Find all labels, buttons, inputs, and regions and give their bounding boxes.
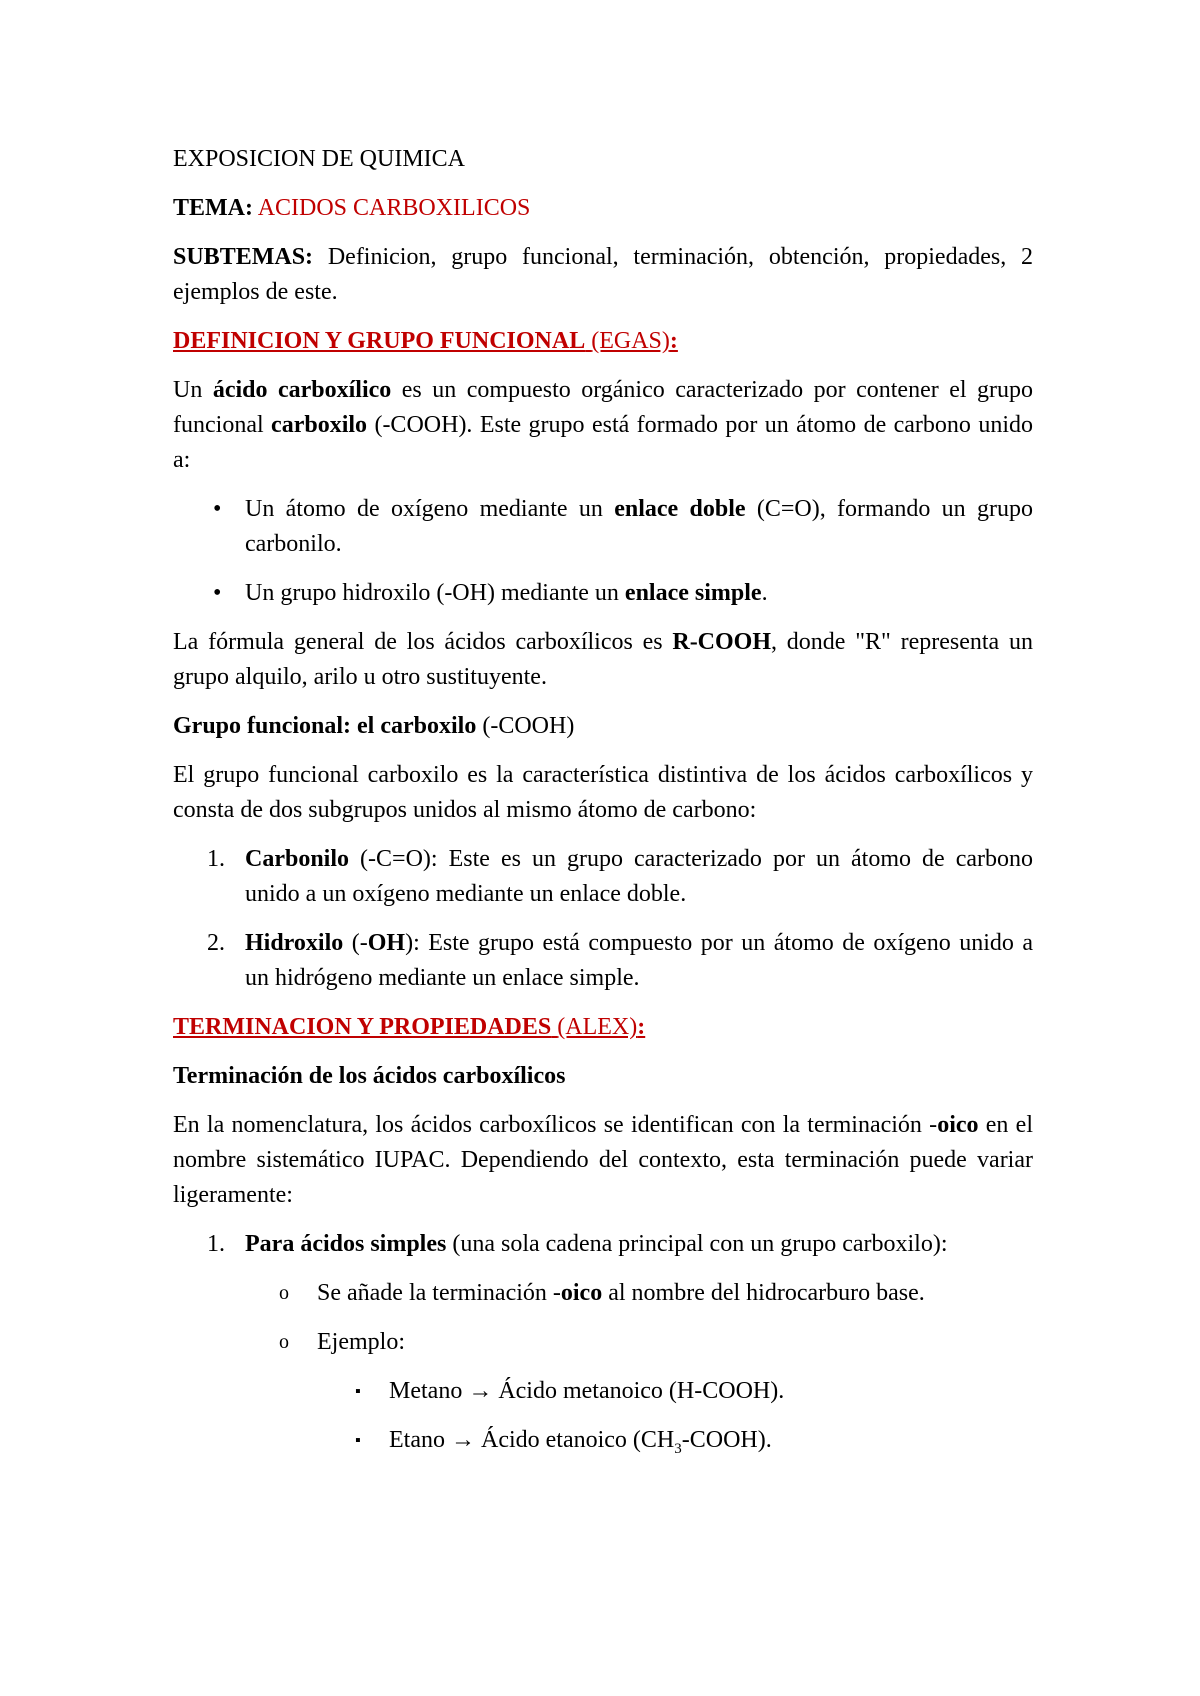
section1-heading bbox=[173, 324, 1033, 359]
numbered-item bbox=[173, 1227, 1033, 1262]
tema-value: ACIDOS CARBOXILICOS bbox=[257, 195, 531, 221]
text-run: En la nomenclatura, los ácidos carboxílicos se identifican con la terminación - bbox=[173, 1112, 938, 1138]
list-item bbox=[173, 492, 1033, 562]
text-run: (-COOH). Este grupo está formado por un átomo de carbono unido a: bbox=[173, 412, 1033, 473]
section2-colon: : bbox=[637, 1014, 646, 1040]
bold-term: enlace simple bbox=[624, 580, 762, 606]
sub-list-item bbox=[173, 1276, 1033, 1311]
bold-term: Hidroxilo bbox=[245, 930, 344, 956]
text-run: Ejemplo: bbox=[317, 1329, 405, 1355]
carboxilo-paragraph: El grupo funcional carboxilo es la característica distintiva de los ácidos carboxílicos y consta de dos subgrupos unidos al mismo átomo de carbono: bbox=[173, 762, 1033, 823]
definition-paragraph bbox=[173, 373, 1033, 478]
bullet-marker: • bbox=[213, 580, 222, 606]
bold-term: carboxilo bbox=[271, 412, 368, 438]
document-page bbox=[173, 142, 1033, 1467]
subtemas-label: SUBTEMAS: bbox=[173, 244, 314, 270]
bold-term: oico bbox=[560, 1280, 603, 1306]
text-run: Un grupo hidroxilo (-OH) mediante un bbox=[245, 580, 625, 606]
text-run: (una sola cadena principal con un grupo carboxilo): bbox=[446, 1231, 948, 1257]
subscript: 3 bbox=[674, 1440, 682, 1457]
numbered-item bbox=[173, 926, 1033, 996]
subheading-grupo-funcional bbox=[173, 709, 1033, 744]
section1-author: (EGAS) bbox=[591, 328, 670, 354]
text-run: (-C=O): Este es un grupo caracterizado por un átomo de carbono unido a un oxígeno mediante un enlace doble. bbox=[245, 846, 1033, 907]
bold-term: enlace doble bbox=[614, 496, 746, 522]
text-run: en el nombre sistemático IUPAC. Dependiendo del contexto, esta terminación puede variar ligeramente: bbox=[173, 1112, 1033, 1208]
section2-heading bbox=[173, 1010, 1033, 1045]
number-marker: 1. bbox=[207, 846, 225, 872]
tema-label: TEMA: bbox=[173, 195, 253, 221]
square-marker: ▪ bbox=[355, 1432, 361, 1449]
tema-line bbox=[173, 191, 1033, 226]
text-run: Un átomo de oxígeno mediante un bbox=[245, 496, 615, 522]
bullet-marker: • bbox=[213, 496, 222, 522]
text-run: ): Este grupo está compuesto por un átomo de oxígeno unido a un hidrógeno mediante un enlace simple. bbox=[245, 930, 1034, 991]
sub-list-item bbox=[173, 1325, 1033, 1360]
example-item bbox=[173, 1374, 1033, 1409]
bold-term: oico bbox=[937, 1112, 979, 1138]
list-item bbox=[173, 576, 1033, 611]
section1-colon: : bbox=[669, 328, 678, 354]
subheading-tail: (-COOH) bbox=[476, 713, 575, 739]
nomenclatura-paragraph bbox=[173, 1108, 1033, 1213]
section2-heading-text: TERMINACION Y PROPIEDADES bbox=[173, 1014, 552, 1040]
square-marker: ▪ bbox=[355, 1383, 361, 1400]
text-run: (C=O), formando un grupo carbonilo. bbox=[245, 496, 1034, 557]
formula-paragraph bbox=[173, 625, 1033, 695]
text-run: Un bbox=[173, 377, 213, 403]
subheading-terminacion: Terminación de los ácidos carboxílicos bbox=[173, 1063, 566, 1089]
circle-marker: o bbox=[279, 1282, 289, 1304]
text-run: es un compuesto orgánico caracterizado por contener el grupo funcional bbox=[173, 377, 1033, 438]
text-run: (- bbox=[343, 930, 368, 956]
text-run: Se añade la terminación - bbox=[317, 1280, 561, 1306]
section2-author: (ALEX) bbox=[557, 1014, 638, 1040]
text-run: Etano → Ácido etanoico (CH bbox=[389, 1427, 675, 1453]
bold-term: ácido carboxílico bbox=[212, 377, 392, 403]
text-run: La fórmula general de los ácidos carboxílicos es bbox=[173, 629, 673, 655]
example-item bbox=[173, 1423, 1033, 1467]
text-run: . bbox=[761, 580, 768, 606]
document-title: EXPOSICION DE QUIMICA bbox=[173, 146, 465, 172]
bold-term: Para ácidos simples bbox=[245, 1231, 447, 1257]
text-run: Metano → Ácido metanoico (H-COOH). bbox=[389, 1378, 785, 1404]
subheading-text: Grupo funcional: el carboxilo bbox=[173, 713, 477, 739]
numbered-item bbox=[173, 842, 1033, 912]
number-marker: 2. bbox=[207, 930, 225, 956]
text-run: -COOH). bbox=[681, 1427, 772, 1453]
section1-heading-text: DEFINICION Y GRUPO FUNCIONAL bbox=[173, 328, 586, 354]
circle-marker: o bbox=[279, 1331, 289, 1353]
bold-term: R-COOH bbox=[672, 629, 772, 655]
number-marker: 1. bbox=[207, 1231, 225, 1257]
bold-term: Carbonilo bbox=[245, 846, 350, 872]
bold-term: OH bbox=[367, 930, 406, 956]
subtemas-line bbox=[173, 240, 1033, 310]
text-run: al nombre del hidrocarburo base. bbox=[602, 1280, 925, 1306]
text-run: , donde "R" representa un grupo alquilo, arilo u otro sustituyente. bbox=[173, 629, 1033, 690]
subtemas-value: Definicion, grupo funcional, terminación, obtención, propiedades, 2 ejemplos de este. bbox=[173, 244, 1034, 305]
